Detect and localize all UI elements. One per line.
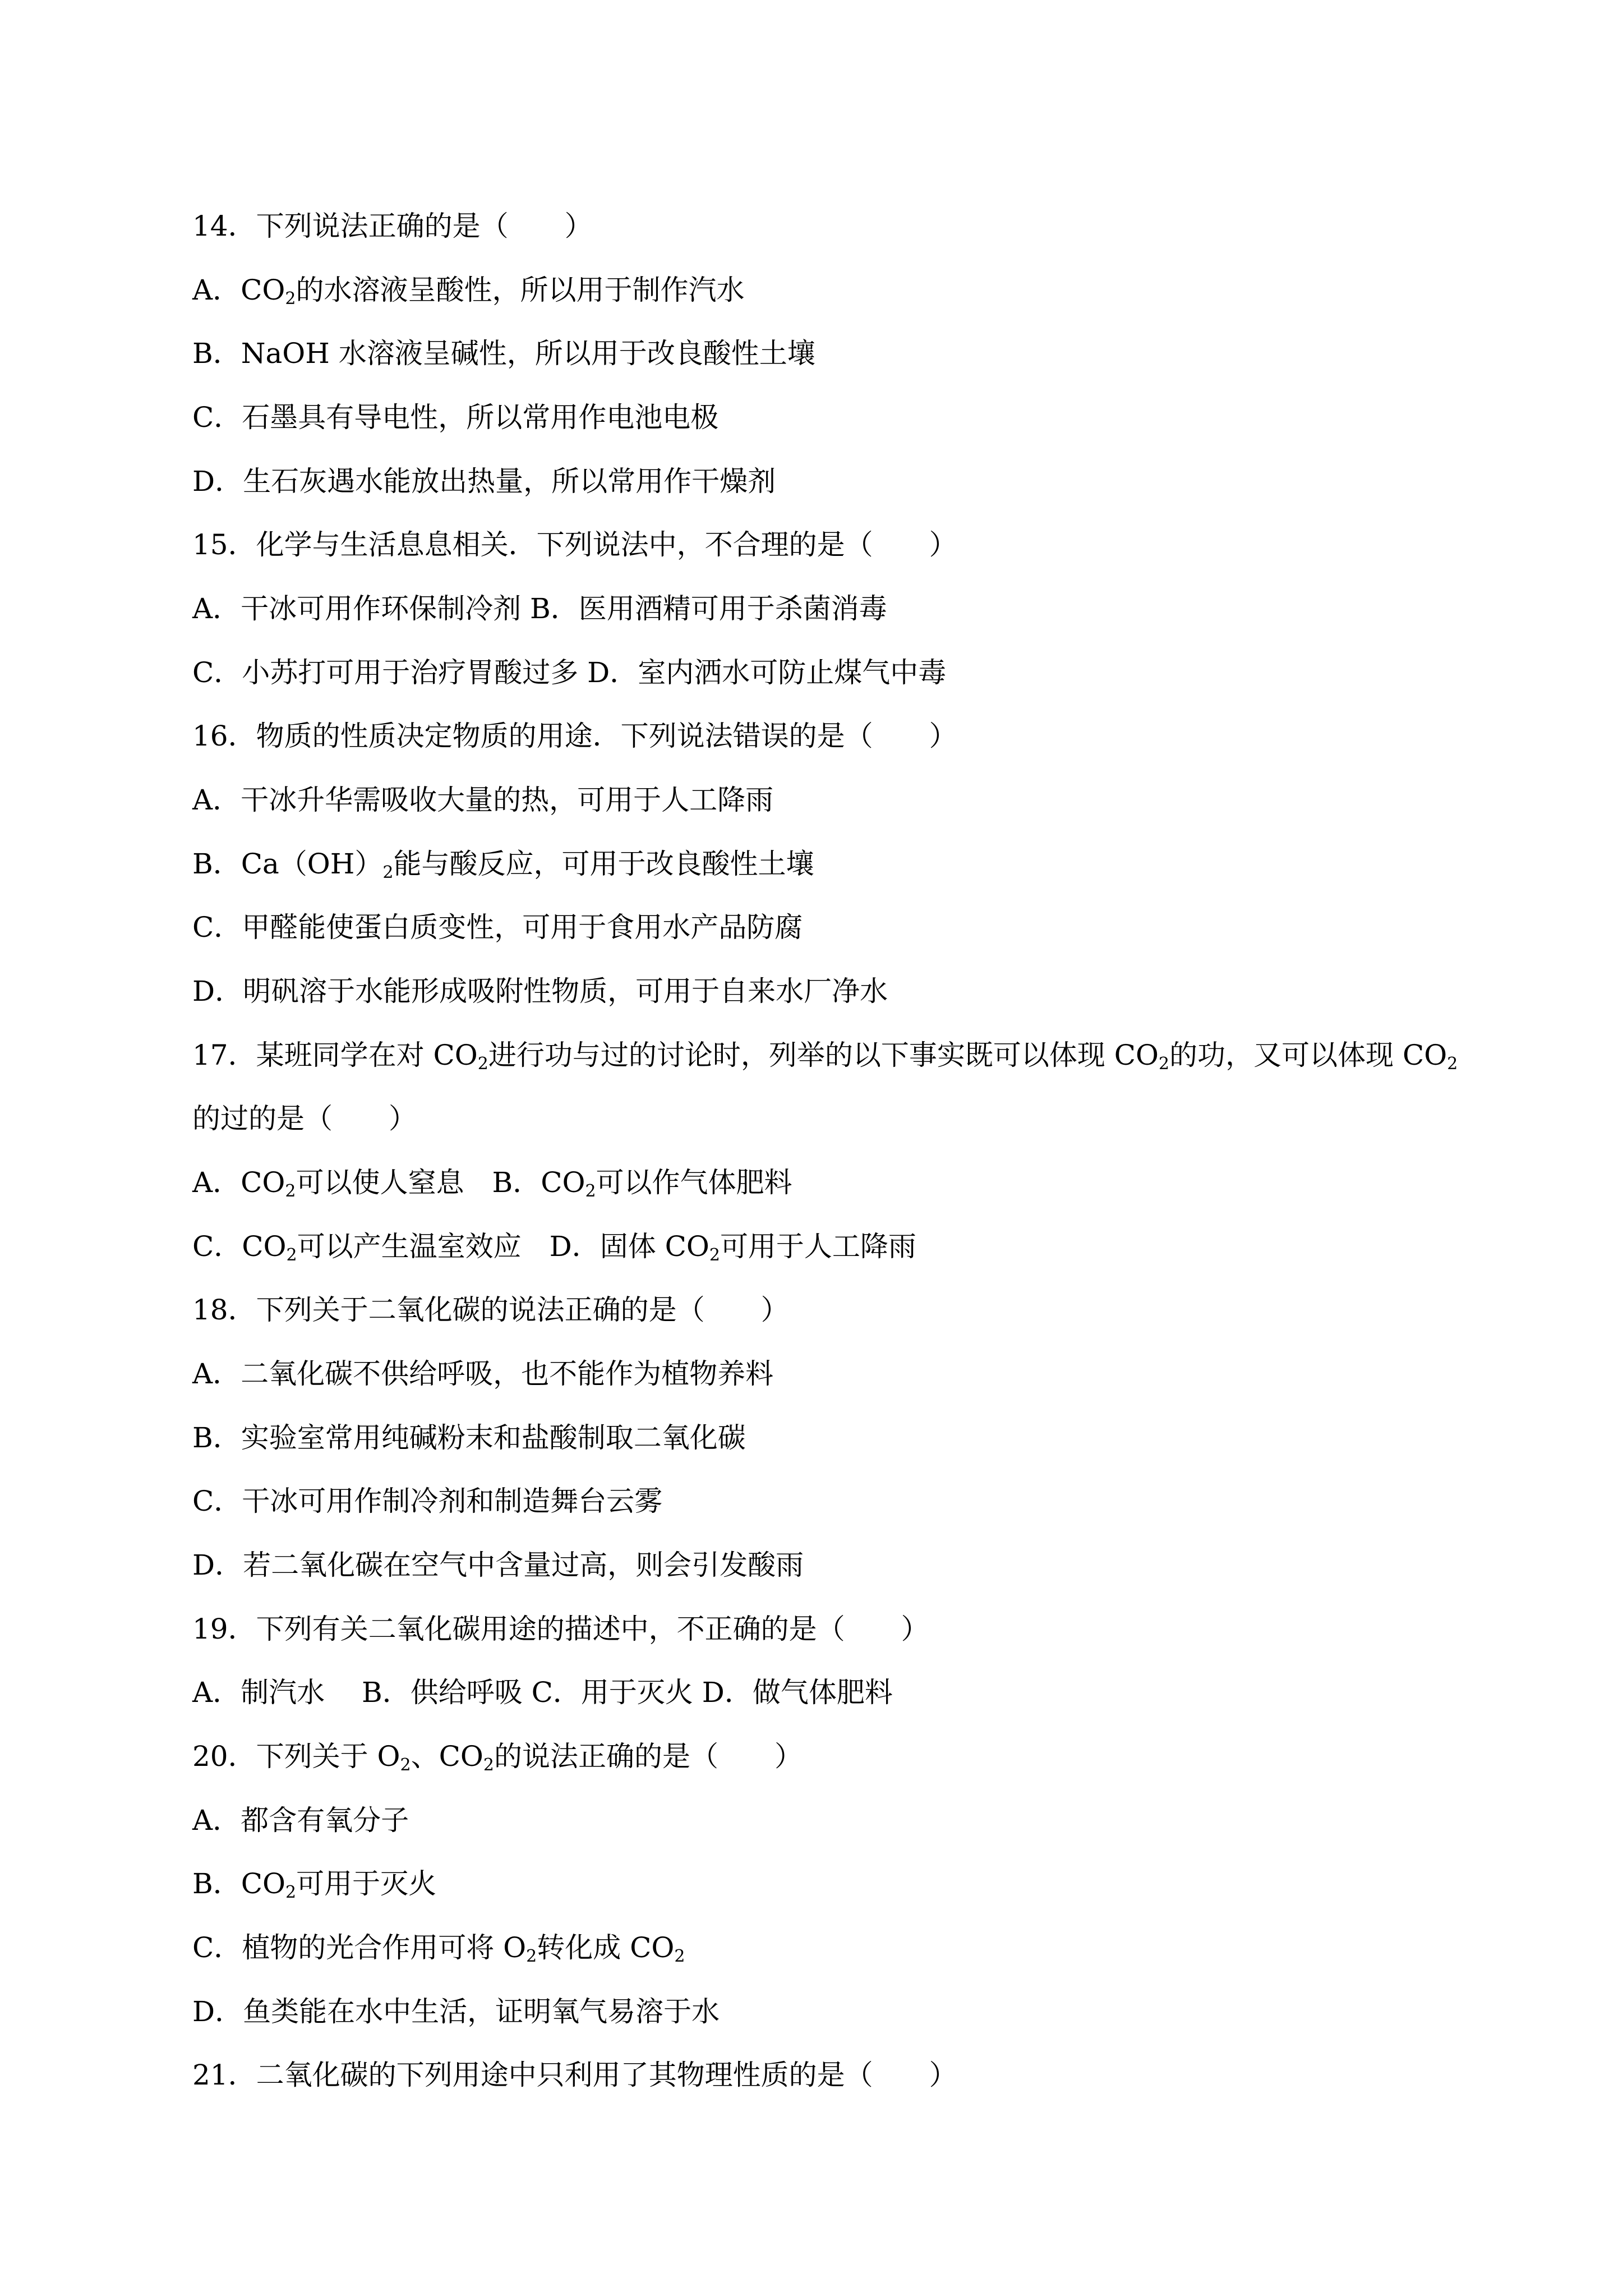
question-17-stem-line-2: 的过的是（ ） <box>192 1102 417 1135</box>
question-16-option-a: A．干冰升华需吸收大量的热，可用于人工降雨 <box>192 784 774 816</box>
question-21-stem: 21．二氧化碳的下列用途中只利用了其物理性质的是（ ） <box>192 2059 957 2091</box>
question-16-stem: 16．物质的性质决定物质的用途．下列说法错误的是（ ） <box>192 720 957 752</box>
question-18-option-c: C．干冰可用作制冷剂和制造舞台云雾 <box>192 1485 663 1517</box>
question-15-stem: 15．化学与生活息息相关．下列说法中，不合理的是（ ） <box>192 528 957 561</box>
question-16-option-c: C．甲醛能使蛋白质变性，可用于食用水产品防腐 <box>192 911 803 944</box>
question-18-option-d: D．若二氧化碳在空气中含量过高，则会引发酸雨 <box>192 1549 804 1581</box>
question-16-option-d: D．明矾溶于水能形成吸附性物质，可用于自来水厂净水 <box>192 975 888 1007</box>
question-20-option-d: D．鱼类能在水中生活，证明氧气易溶于水 <box>192 1995 720 2028</box>
question-18-stem: 18．下列关于二氧化碳的说法正确的是（ ） <box>192 1294 789 1326</box>
question-19-options: A．制汽水 B．供给呼吸 C．用于灭火 D．做气体肥料 <box>192 1676 893 1709</box>
question-19-stem: 19．下列有关二氧化碳用途的描述中，不正确的是（ ） <box>192 1613 929 1645</box>
question-14-stem: 14．下列说法正确的是（ ） <box>192 210 593 242</box>
question-20-stem: 20．下列关于 $O_2$、$CO_2$的说法正确的是（ ） <box>192 1740 803 1775</box>
question-18-option-b: B．实验室常用纯碱粉末和盐酸制取二氧化碳 <box>192 1421 746 1454</box>
question-20-option-b: B．$CO_2$可用于灭火 <box>192 1867 437 1902</box>
question-16-option-b: B．$Ca(OH)_2$能与酸反应，可用于改良酸性土壤 <box>192 848 814 882</box>
question-15-options-cd: C．小苏打可用于治疗胃酸过多 D．室内洒水可防止煤气中毒 <box>192 656 947 689</box>
question-17-stem-line-1: 17．某班同学在对 $CO_2$进行功与过的讨论时，列举的以下事实既可以体现 $CO_2$的功，又可以体现 $CO_2$ <box>192 1039 1458 1074</box>
question-14-option-c: C．石墨具有导电性，所以常用作电池电极 <box>192 401 719 434</box>
question-17-options-ab: A．$CO_2$可以使人窒息 B．$CO_2$可以作气体肥料 <box>192 1166 792 1201</box>
question-14-option-b: B．NaOH 水溶液呈碱性，所以用于改良酸性土壤 <box>192 337 815 370</box>
question-20-option-a: A．都含有氧分子 <box>192 1804 409 1837</box>
question-18-option-a: A．二氧化碳不供给呼吸，也不能作为植物养料 <box>192 1358 774 1390</box>
question-15-options-ab: A．干冰可用作环保制冷剂 B．医用酒精可用于杀菌消毒 <box>192 592 887 625</box>
question-17-options-cd: C．$CO_2$可以产生温室效应 D．固体 $CO_2$可用于人工降雨 <box>192 1230 916 1265</box>
question-20-option-c: C．植物的光合作用可将 $O_2$转化成 $CO_2$ <box>192 1931 685 1966</box>
question-14-option-a: A．$CO_2$的水溶液呈酸性，所以用于制作汽水 <box>192 274 745 309</box>
question-14-option-d: D．生石灰遇水能放出热量，所以常用作干燥剂 <box>192 465 776 498</box>
